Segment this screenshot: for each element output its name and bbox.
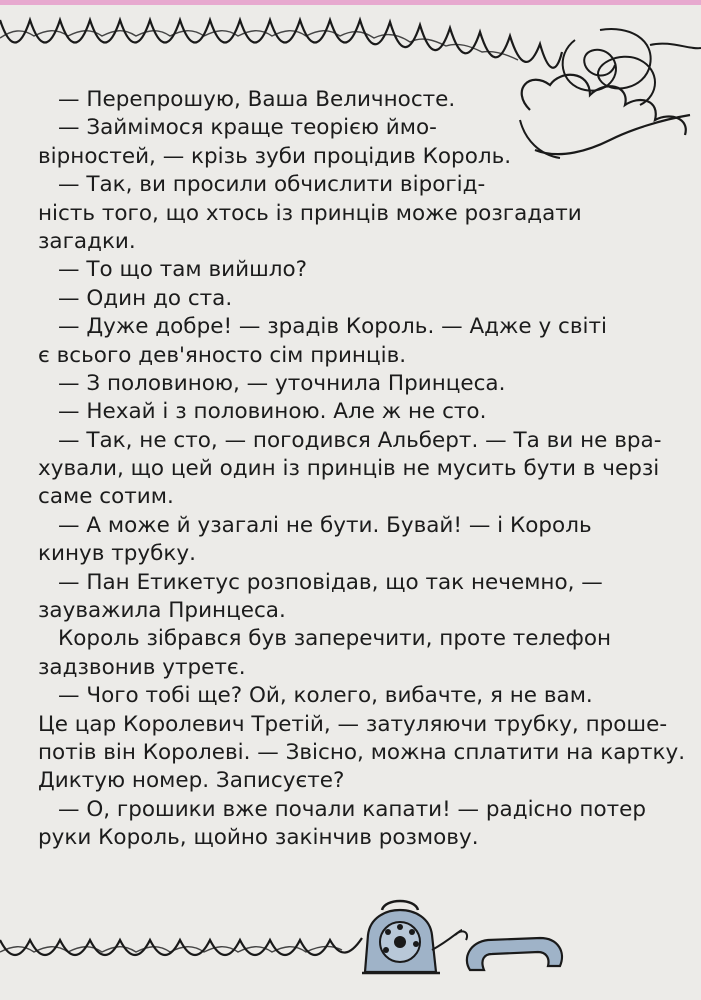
text-line: — Так, ви просили обчислити вірогід- (58, 172, 486, 198)
text-line: хували, що цей один із принців не мусить бути в черзі (38, 456, 660, 482)
text-line: — Нехай і з половиною. Але ж не сто. (58, 399, 487, 425)
text-line: — Займімося краще теорією ймо- (58, 115, 437, 141)
text-line: — То що там вийшло? (58, 257, 308, 283)
text-line: — Дуже добре! — зрадів Король. — Адже у світі (58, 314, 607, 340)
text-line: ність того, що хтось із принців може розгадати (38, 200, 582, 226)
text-line: Це цар Королевич Третій, — затуляючи трубку, проше- (38, 711, 668, 737)
text-line: Король зібрався був заперечити, проте телефон (58, 626, 612, 652)
text-line: саме сотим. (38, 484, 174, 510)
text-line: — О, грошики вже почали капати! — радісно потер (58, 796, 647, 822)
text-line: — Пан Етикетус розповідав, що так нечемно, — (58, 569, 603, 595)
text-line: — А може й узагалі не бути. Бувай! — і Король (58, 512, 592, 538)
text-line: потів він Королеві. — Звісно, можна сплатити на картку. (38, 739, 686, 765)
text-line: — Чого тобі ще? Ой, колего, вибачте, я не вам. (58, 683, 593, 709)
text-line: руки Король, щойно закінчив розмову. (38, 825, 479, 851)
text-line: задзвонив утретє. (38, 654, 246, 680)
text-line: — Перепрошую, Ваша Величносте. (58, 87, 456, 112)
page-text (38, 86, 686, 853)
text-line: — Один до ста. (58, 285, 233, 311)
text-line: вірностей, — крізь зуби процідив Король. (38, 143, 512, 169)
telephone-handset-icon (467, 938, 562, 970)
text-line: кинув трубку. (38, 541, 196, 567)
text-line: є всього дев'яносто сім принців. (38, 342, 407, 368)
text-line: зауважила Принцеса. (38, 598, 286, 624)
text-line: Диктую номер. Записуєте? (38, 768, 345, 794)
text-line: — З половиною, — уточнила Принцеса. (58, 370, 506, 396)
text-line: — Так, не сто, — погодився Альберт. — Та ви не вра- (58, 427, 662, 453)
telephone-illustration (0, 880, 701, 1000)
text-line: загадки. (38, 228, 136, 254)
rotary-telephone-icon (362, 901, 462, 973)
